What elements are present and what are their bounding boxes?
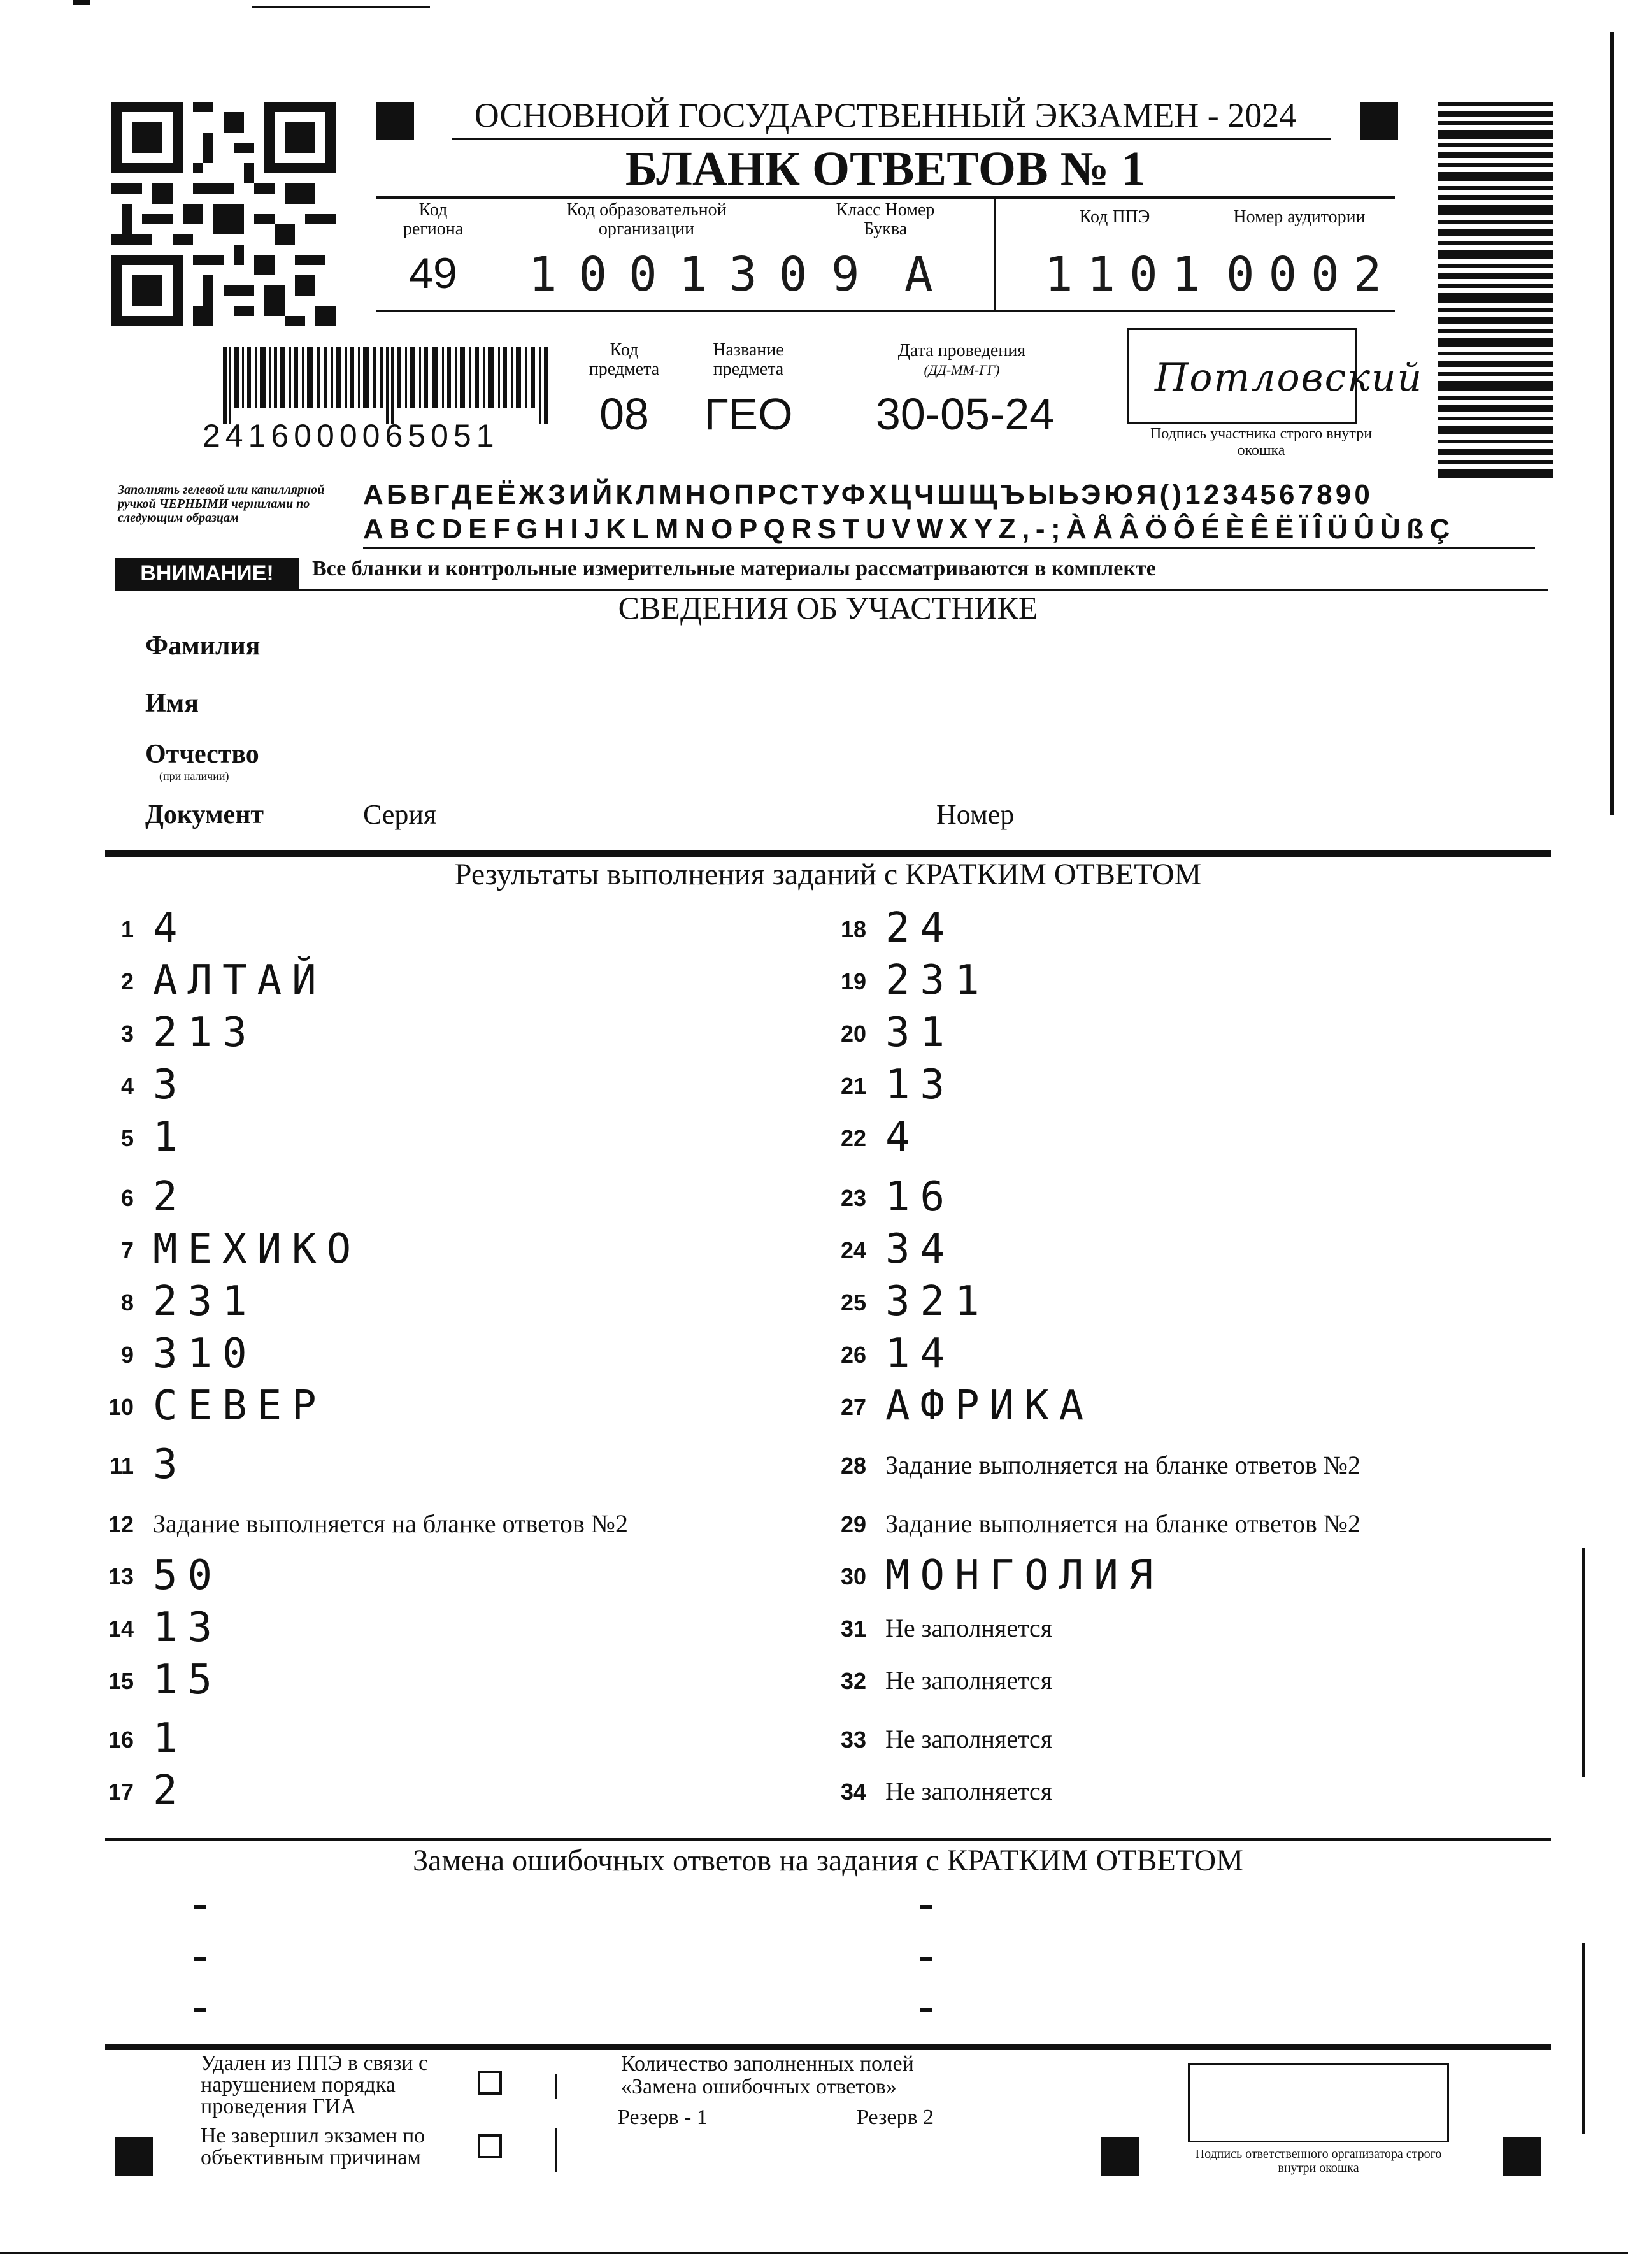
question-number: 5 — [120, 1125, 134, 1151]
removed-checkbox[interactable] — [478, 2071, 502, 2095]
answer-field[interactable]: 231 — [153, 1278, 257, 1325]
question-number: 10 — [108, 1394, 134, 1420]
question-number: 23 — [840, 1185, 866, 1211]
fields-divider — [994, 199, 996, 310]
question-number: 8 — [120, 1289, 134, 1316]
room-label: Номер аудитории — [1233, 207, 1366, 227]
replacement-field-4[interactable] — [920, 1905, 932, 1909]
question-number: 25 — [840, 1289, 866, 1316]
replacement-field-2[interactable] — [194, 1957, 206, 1961]
answer-field[interactable]: СЕВЕР — [153, 1382, 327, 1430]
question-number: 13 — [108, 1563, 134, 1590]
question-number: 34 — [840, 1779, 866, 1805]
region-label: Код региона — [403, 200, 464, 239]
footer-separator — [555, 2128, 557, 2172]
answer-note: Не заполняется — [885, 1777, 1053, 1805]
question-number: 12 — [108, 1511, 134, 1537]
ppe-value: 1101 — [1045, 247, 1215, 302]
question-number: 33 — [840, 1726, 866, 1753]
answer-field[interactable]: 24 — [885, 905, 955, 952]
question-number: 6 — [120, 1185, 134, 1211]
answer-field[interactable]: 231 — [885, 957, 990, 1004]
bottom-edge-line — [0, 2252, 1628, 2254]
date-value: 30-05-24 — [875, 389, 1055, 439]
patronymic-note: (при наличии) — [159, 770, 229, 782]
question-number: 19 — [840, 968, 866, 994]
organizer-signature-box[interactable] — [1188, 2063, 1449, 2142]
answer-field[interactable]: 16 — [885, 1173, 955, 1221]
question-number: 14 — [108, 1616, 134, 1642]
participant-signature-box[interactable] — [1127, 328, 1424, 424]
answer-field[interactable]: 1 — [153, 1715, 188, 1762]
answer-note: Задание выполняется на бланке ответов №2 — [885, 1451, 1360, 1479]
reserve-2: Резерв 2 — [857, 2106, 934, 2129]
number-label: Номер — [936, 799, 1015, 830]
participant-signature: Потловский — [1155, 355, 1424, 400]
answer-field[interactable]: 2 — [153, 1767, 188, 1814]
document-label: Документ — [145, 800, 264, 829]
footer-separator — [555, 2074, 557, 2099]
answer-note: Не заполняется — [885, 1614, 1053, 1642]
scan-edge — [1582, 1548, 1585, 1777]
region-value: 49 — [409, 249, 457, 298]
question-number: 21 — [840, 1073, 866, 1099]
results-top-line — [105, 850, 1551, 857]
replacement-field-6[interactable] — [920, 2008, 932, 2012]
question-number: 11 — [109, 1453, 134, 1479]
answer-field[interactable]: 13 — [885, 1061, 955, 1109]
barcode-number: 2416000065051 — [203, 418, 499, 454]
reserve-1: Резерв - 1 — [618, 2106, 708, 2129]
answer-field[interactable]: АЛТАЙ — [153, 957, 327, 1004]
not-finished-checkbox[interactable] — [478, 2134, 502, 2158]
answer-field[interactable]: 4 — [885, 1114, 920, 1161]
class-number: 9 — [831, 247, 871, 302]
answer-note: Не заполняется — [885, 1725, 1053, 1753]
question-number: 31 — [840, 1616, 866, 1642]
not-finished-label: Не завершил экзамен по объективным причинам — [201, 2124, 425, 2169]
answer-field[interactable]: 31 — [885, 1009, 955, 1056]
question-number: 4 — [120, 1073, 134, 1099]
room-value: 0002 — [1226, 247, 1396, 302]
corner-marker — [1360, 102, 1398, 140]
question-number: 30 — [840, 1563, 866, 1590]
answer-field[interactable]: АФРИКА — [885, 1382, 1094, 1430]
subject-name-label: Название предмета — [713, 340, 784, 379]
warning-text: Все бланки и контрольные измерительные материалы рассматриваются в комплекте — [312, 557, 1156, 580]
answer-field[interactable]: 213 — [153, 1009, 257, 1056]
question-number: 2 — [120, 968, 134, 994]
answer-field[interactable]: 13 — [153, 1604, 223, 1651]
class-letter: А — [904, 247, 945, 302]
sample-instruction: Заполнять гелевой или капиллярной ручкой ЧЕРНЫМИ чернилами по следующим образцам — [118, 483, 325, 525]
question-number: 17 — [108, 1779, 134, 1805]
corner-marker — [376, 102, 414, 140]
replacement-heading: Замена ошибочных ответов на задания с КРАТКИМ ОТВЕТОМ — [413, 1844, 1243, 1877]
answer-field[interactable]: 4 — [153, 905, 188, 952]
results-bottom-line — [105, 1838, 1551, 1841]
title-underline — [452, 138, 1331, 140]
date-format: (ДД-ММ-ГГ) — [924, 362, 1000, 378]
surname-label: Фамилия — [145, 631, 261, 661]
question-number: 3 — [120, 1021, 134, 1047]
answer-note: Задание выполняется на бланке ответов №2 — [153, 1509, 628, 1538]
class-label: Класс Номер Буква — [836, 200, 935, 239]
question-number: 16 — [108, 1726, 134, 1753]
answer-field[interactable]: 14 — [885, 1330, 955, 1377]
name-label: Имя — [145, 689, 199, 718]
sample-row-cyrillic: АБВГДЕЁЖЗИЙКЛМНОПРСТУФХЦЧШЩЪЫЬЭЮЯ()1234567890 — [363, 479, 1373, 510]
scan-edge — [1582, 1943, 1585, 2134]
removed-label: Удален из ППЭ в связи с нарушением порядка проведения ГИА — [201, 2051, 429, 2118]
subject-name-value: ГЕО — [704, 389, 793, 439]
ppe-label: Код ППЭ — [1079, 207, 1150, 227]
participant-heading: СВЕДЕНИЯ ОБ УЧАСТНИКЕ — [618, 590, 1038, 626]
answer-field[interactable]: 3 — [153, 1061, 188, 1109]
side-barcode — [1438, 102, 1553, 478]
answer-field[interactable]: 3 — [153, 1441, 188, 1488]
answer-field[interactable]: 321 — [885, 1278, 990, 1325]
replacement-field-3[interactable] — [194, 2008, 206, 2012]
fields-bottom-line — [376, 310, 1395, 312]
answer-field[interactable]: 50 — [153, 1552, 223, 1599]
signature-caption: Подпись участника строго внутри окошка — [1150, 426, 1373, 459]
footer-top-line — [105, 2044, 1551, 2050]
subject-code-label: Код предмета — [589, 340, 660, 379]
scan-mark — [252, 6, 430, 8]
answer-field[interactable]: 2 — [153, 1173, 188, 1221]
organizer-signature-caption: Подпись ответственного организатора строго внутри окошка — [1195, 2147, 1442, 2175]
question-number: 9 — [120, 1342, 134, 1368]
question-number: 29 — [840, 1511, 866, 1537]
warning-badge: ВНИМАНИЕ! — [115, 558, 299, 589]
subject-code-value: 08 — [599, 389, 649, 439]
question-number: 24 — [840, 1237, 866, 1263]
question-number: 15 — [108, 1668, 134, 1694]
question-number: 20 — [840, 1021, 866, 1047]
form-title: БЛАНК ОТВЕТОВ № 1 — [625, 142, 1146, 196]
replacement-field-5[interactable] — [920, 1957, 932, 1961]
question-number: 1 — [120, 916, 134, 942]
date-label: Дата проведения — [897, 341, 1026, 361]
question-number: 26 — [840, 1342, 866, 1368]
answer-field[interactable]: 310 — [153, 1330, 257, 1377]
scan-edge — [1610, 32, 1614, 815]
exam-title: ОСНОВНОЙ ГОСУДАРСТВЕННЫЙ ЭКЗАМЕН - 2024 — [474, 96, 1297, 134]
results-heading: Результаты выполнения заданий с КРАТКИМ ОТВЕТОМ — [454, 858, 1202, 891]
linear-barcode — [223, 347, 554, 424]
org-value: 100130 — [529, 247, 829, 302]
corner-marker — [115, 2137, 153, 2176]
question-number: 22 — [840, 1125, 866, 1151]
answer-note: Не заполняется — [885, 1666, 1053, 1695]
sample-row-latin: ABCDEFGHIJKLMNOPQRSTUVWXYZ,-;ÀÅÂÖÔÉÈÊËÏÎÜÛÙßÇ — [363, 513, 1456, 545]
count-label: Количество заполненных полей «Замена ошибочных ответов» — [621, 2052, 914, 2099]
replacement-field-1[interactable] — [194, 1905, 206, 1909]
answer-field[interactable]: МЕХИКО — [153, 1226, 362, 1273]
answer-field[interactable]: 1 — [153, 1114, 188, 1161]
fields-top-line — [376, 196, 1395, 199]
sample-underline — [363, 547, 1535, 549]
corner-marker — [1101, 2137, 1139, 2176]
question-number: 7 — [120, 1237, 134, 1263]
answer-field[interactable]: 34 — [885, 1226, 955, 1273]
question-number: 27 — [840, 1394, 866, 1420]
answer-field[interactable]: 15 — [153, 1656, 223, 1704]
org-label: Код образовательной организации — [566, 200, 727, 239]
corner-marker — [1503, 2137, 1541, 2176]
answer-field[interactable]: МОНГОЛИЯ — [885, 1552, 1164, 1599]
patronymic-label: Отчество — [145, 740, 259, 769]
question-number: 28 — [840, 1453, 866, 1479]
qr-code — [111, 102, 336, 326]
scan-mark — [73, 0, 90, 5]
question-number: 18 — [840, 916, 866, 942]
answer-note: Задание выполняется на бланке ответов №2 — [885, 1509, 1360, 1538]
question-number: 32 — [840, 1668, 866, 1694]
series-label: Серия — [363, 799, 437, 830]
